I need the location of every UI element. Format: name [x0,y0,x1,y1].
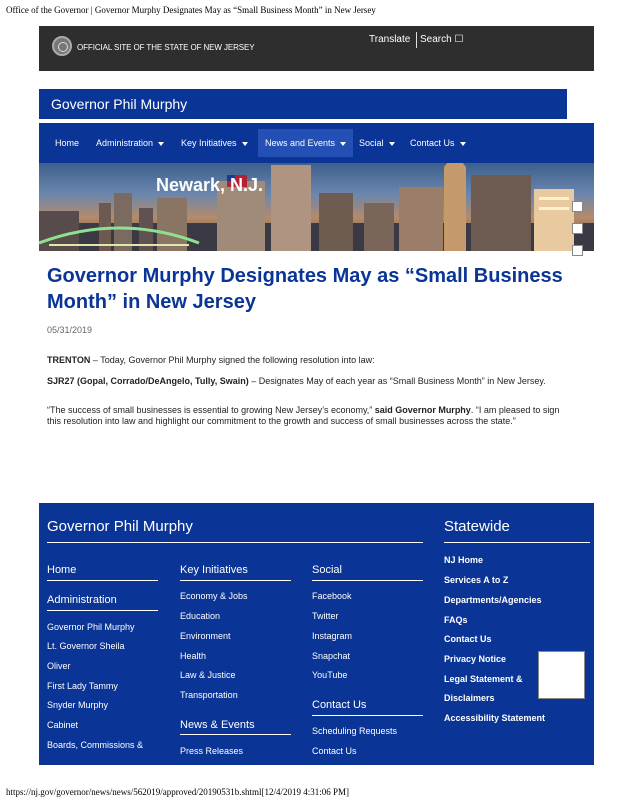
banner-title: Newark, N.J. [156,175,264,195]
article-headline: Governor Murphy Designates May as “Small Business Month” in New Jersey [47,265,563,313]
nav-contact-us[interactable] [403,129,473,157]
top-utility-bar [39,26,594,71]
statewide-link[interactable]: Departments/Agencies [444,595,542,605]
share-checkbox[interactable] [572,223,583,234]
statewide-link[interactable]: NJ Home [444,555,484,565]
main-nav [39,123,594,163]
paragraph-text: . “I am pleased to sign this resolution into law and highlight our commitment to the growth and success of small businesses across the state.” [47,405,560,426]
nav-label: Home [55,138,80,148]
footer-link[interactable]: Press Releases [180,746,244,756]
article-paragraph [47,405,567,427]
footer-link[interactable]: Snapchat [312,651,351,661]
footer-link[interactable]: Instagram [312,631,353,641]
footer-link-administration[interactable]: Administration [47,594,117,606]
article-date: 05/31/2019 [47,325,93,335]
divider [47,610,158,611]
divider [312,580,423,581]
statewide-link[interactable]: Contact Us [444,634,492,644]
footer-link[interactable]: Environment [180,631,231,641]
divider [47,580,158,581]
nav-administration[interactable] [89,129,171,157]
footer-heading-social[interactable]: Social [312,564,342,576]
banner-image [39,163,594,251]
footer-title: Governor Phil Murphy [47,518,193,535]
nav-label: Contact Us [410,138,455,148]
statewide-link[interactable]: Accessibility Statement [444,713,546,723]
footer-link[interactable]: Health [180,651,207,661]
speaker: said Governor Murphy [372,405,471,415]
footer-link[interactable]: Transportation [180,690,238,700]
footer-heading-news-events[interactable]: News & Events [180,719,255,731]
official-site-link[interactable]: OFFICIAL SITE OF THE STATE OF NEW JERSEY [77,43,255,52]
paragraph-text: “The success of small businesses is essential to growing New Jersey’s economy,” [47,405,373,415]
article-paragraph [47,376,567,387]
site-title-bar [39,89,567,119]
footer-heading-key-initiatives[interactable]: Key Initiatives [180,564,248,576]
nav-key-initiatives[interactable] [174,129,255,157]
chevron-down-icon [389,142,395,146]
article-paragraph [47,355,567,366]
divider [416,32,417,48]
divider [47,542,423,543]
footer-link[interactable]: Oliver [47,661,71,671]
nav-news-events[interactable] [258,129,353,157]
nav-label: Social [359,138,384,148]
divider [444,542,590,543]
print-footer: https://nj.gov/governor/news/news/562019/approved/20190531b.shtml[12/4/2019 4:31:06 PM] [6,787,349,797]
embedded-widget [538,651,585,699]
footer-link[interactable]: Law & Justice [180,670,236,680]
nav-label: Administration [96,138,154,148]
statewide-title: Statewide [444,518,510,535]
footer-link-home[interactable]: Home [47,564,77,576]
statewide-link[interactable]: Disclaimers [444,693,495,703]
nav-social[interactable] [352,129,402,157]
nav-label: Key Initiatives [181,138,237,148]
site-footer [39,503,594,765]
footer-heading-contact-us[interactable]: Contact Us [312,699,367,711]
nav-home[interactable] [48,129,86,157]
divider [312,715,423,716]
nav-label: News and Events [265,138,336,148]
divider [180,580,291,581]
statewide-link[interactable]: Privacy Notice [444,654,507,664]
footer-link[interactable]: Boards, Commissions & [47,740,144,750]
chevron-down-icon [460,142,466,146]
statewide-link[interactable]: Services A to Z [444,575,509,585]
paragraph-text: – Designates May of each year as “Small Business Month” in New Jersey. [248,376,546,386]
skyline-illustration [39,163,594,251]
statewide-link[interactable]: Legal Statement & [444,674,523,684]
footer-link[interactable]: Twitter [312,611,339,621]
search-button[interactable]: Search ☐ [420,34,464,45]
paragraph-text: – Today, Governor Phil Murphy signed the following resolution into law: [90,355,375,365]
footer-link[interactable]: Snyder Murphy [47,700,109,710]
divider [180,734,291,735]
footer-link[interactable]: Contact Us [312,746,357,756]
footer-link[interactable]: YouTube [312,670,348,680]
translate-button[interactable]: Translate [369,34,411,45]
share-checkbox[interactable] [572,245,583,256]
chevron-down-icon [158,142,164,146]
footer-link[interactable]: First Lady Tammy [47,681,118,691]
footer-link[interactable]: Scheduling Requests [312,726,398,736]
footer-link[interactable]: Facebook [312,591,352,601]
footer-link[interactable]: Cabinet [47,720,79,730]
footer-link[interactable]: Economy & Jobs [180,591,248,601]
share-checkbox[interactable] [572,201,583,212]
footer-link[interactable]: Governor Phil Murphy [47,622,135,632]
chevron-down-icon [242,142,248,146]
print-header: Office of the Governor | Governor Murphy Designates May as “Small Business Month” in New Jersey [6,5,376,15]
bill-number: SJR27 (Gopal, Corrado/DeAngelo, Tully, Swain) [47,376,249,386]
footer-link[interactable]: Education [180,611,221,621]
footer-link[interactable]: Lt. Governor Sheila [47,641,125,651]
dateline: TRENTON [47,355,91,365]
site-title[interactable]: Governor Phil Murphy [51,96,188,112]
statewide-link[interactable]: FAQs [444,615,468,625]
chevron-down-icon [340,142,346,146]
